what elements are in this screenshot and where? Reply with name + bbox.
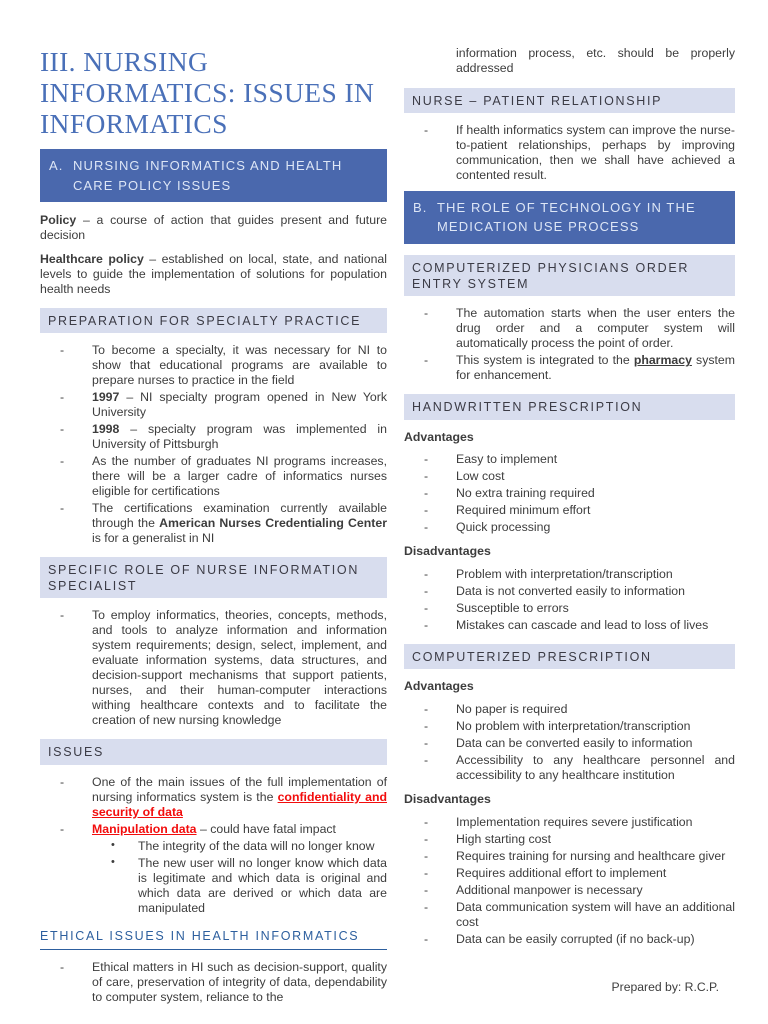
list-item (404, 452, 735, 467)
list-item (404, 601, 735, 616)
list-item-text (456, 736, 735, 751)
list-item (404, 123, 735, 183)
subsection-header: SPECIFIC ROLE OF NURSE INFORMATION SPECIALIST (40, 557, 387, 599)
text-run: Ethical matters in HI such as decision-support, quality of care, preservation of integrity of data, dependability to computer system, reliance to the (92, 959, 387, 1004)
list-item-text (456, 849, 735, 864)
list-item-text (456, 601, 735, 616)
list-label: Advantages (404, 429, 474, 444)
dash-bullet: - (424, 503, 429, 518)
text-run: is for a generalist in NI (92, 530, 215, 545)
paragraph (40, 213, 387, 243)
list-item-text (92, 960, 387, 1005)
dash-bullet: - (60, 774, 65, 789)
text-run: Quick processing (456, 520, 551, 535)
text-run: The integrity of the data will no longer know (138, 838, 375, 853)
text-run: – NI specialty program opened in New York University (92, 389, 387, 419)
list-item-text (92, 343, 387, 388)
list-item-text (456, 503, 735, 518)
text-run: The certifications examination currently available through the (92, 500, 387, 530)
dash-bullet: - (60, 500, 65, 515)
dash-bullet: - (424, 306, 429, 321)
underlined-term: pharmacy (633, 353, 692, 368)
continued-paragraph (404, 46, 735, 77)
list-item (404, 753, 735, 783)
list-item (404, 520, 735, 535)
dash-bullet: - (60, 959, 65, 974)
list-item (404, 900, 735, 930)
bullet-list (404, 306, 735, 383)
list-item-text (456, 900, 735, 930)
list-item-text (456, 815, 735, 830)
list-label: Disadvantages (404, 792, 491, 807)
list-item (404, 618, 735, 633)
text-run: Data can be easily corrupted (if no back-up) (456, 931, 695, 946)
text-run: This system is integrated to the (456, 353, 634, 368)
list-item (404, 306, 735, 351)
dot-bullet: • (111, 838, 115, 851)
list-item-text (92, 422, 387, 452)
list-item-text (456, 306, 735, 351)
section-banner-title: THE ROLE OF TECHNOLOGY IN THE MEDICATION USE PROCESS (437, 199, 696, 235)
list-item (40, 608, 387, 728)
sub-list-item-text (138, 856, 387, 916)
bullet-list (404, 815, 735, 947)
dash-bullet: - (424, 753, 429, 768)
dash-bullet: - (424, 601, 429, 616)
text-run: No paper is required (456, 702, 568, 717)
list-item (404, 469, 735, 484)
list-item-text (456, 567, 735, 582)
text-run: Requires additional effort to implement (456, 865, 667, 880)
text-run: – established on local, state, and national levels to guide the implementation of solutions for population health needs (40, 251, 387, 296)
text-run: Data can be converted easily to information (456, 736, 693, 751)
sub-list-item (40, 839, 387, 854)
dash-bullet: - (424, 848, 429, 863)
text-run: One of the main issues of the full implementation of nursing informatics system is the (92, 774, 387, 804)
list-item (40, 960, 387, 1005)
text-run: As the number of graduates NI programs increases, there will be a larger cadre of informatics nurses eligible for certifications (92, 453, 387, 498)
list-item (404, 503, 735, 518)
dash-bullet: - (60, 453, 65, 468)
dash-bullet: - (424, 814, 429, 829)
bullet-list (404, 702, 735, 783)
text-run: Implementation requires severe justification (456, 814, 693, 829)
list-item-text (456, 883, 735, 898)
right-column (404, 46, 735, 955)
text-run: Requires training for nursing and healthcare giver (456, 848, 726, 863)
text-run: Additional manpower is necessary (456, 882, 643, 897)
list-item-text (92, 501, 387, 546)
dash-bullet: - (60, 608, 65, 623)
list-item (404, 815, 735, 830)
list-item (40, 775, 387, 820)
list-item-text (456, 866, 735, 881)
text-run: The new user will no longer know which data is legitimate and which data is original and which data are derived or which data are manipulated (138, 855, 387, 915)
dash-bullet: - (424, 567, 429, 582)
red-emphasis-text: confidentiality and security of data (92, 789, 387, 819)
dash-bullet: - (424, 452, 429, 467)
dash-bullet: - (424, 469, 429, 484)
underlined-subsection-header: ETHICAL ISSUES IN HEALTH INFORMATICS (40, 929, 387, 950)
dash-bullet: - (424, 520, 429, 535)
red-emphasis-text: Manipulation data (92, 821, 197, 836)
section-letter: A. (49, 158, 64, 174)
list-item (404, 353, 735, 383)
subsection-header: NURSE – PATIENT RELATIONSHIP (404, 88, 735, 113)
list-item (404, 866, 735, 881)
dash-bullet: - (424, 584, 429, 599)
list-item-text (456, 520, 735, 535)
section-banner (40, 149, 387, 202)
dash-bullet: - (60, 821, 65, 836)
section-banner (404, 191, 735, 244)
list-item-text (456, 584, 735, 599)
bold-term: American Nurses Credentialing Center (159, 515, 387, 530)
text-run: – could have fatal impact (196, 821, 336, 836)
text-run: Data is not converted easily to information (456, 584, 685, 599)
subsection-header: ISSUES (40, 739, 387, 764)
document-title: III. NURSING INFORMATICS: ISSUES IN INFORMATICS (40, 46, 375, 140)
text-run: system for enhancement. (456, 353, 735, 383)
dot-bullet: • (111, 855, 115, 868)
list-item (404, 883, 735, 898)
text-run: – specialty program was implemented in University of Pittsburgh (92, 421, 387, 451)
dash-bullet: - (424, 618, 429, 633)
dash-bullet: - (424, 486, 429, 501)
list-item-text (456, 702, 735, 717)
bold-term: Healthcare policy (40, 251, 144, 266)
left-column (40, 46, 387, 1013)
text-run: If health informatics system can improve the nurse-to-patient relationships, perhaps by improving communication, then we shall have achieved a contented result. (456, 122, 735, 182)
text-run: The automation starts when the user enters the drug order and a computer system will automatically process the point of order. (456, 306, 735, 351)
prepared-by-footer: Prepared by: R.C.P. (611, 980, 719, 994)
list-item (404, 832, 735, 847)
list-item-text (456, 353, 735, 383)
list-item (40, 390, 387, 420)
list-item (404, 719, 735, 734)
dash-bullet: - (424, 865, 429, 880)
text-run: Mistakes can cascade and lead to loss of lives (456, 618, 709, 633)
bullet-list (40, 343, 387, 546)
subsection-header: COMPUTERIZED PRESCRIPTION (404, 644, 735, 669)
bullet-list (40, 608, 387, 728)
dash-bullet: - (424, 899, 429, 914)
dash-bullet: - (424, 702, 429, 717)
text-run: No problem with interpretation/transcription (456, 719, 691, 734)
bullet-list (40, 960, 387, 1005)
bullet-list (40, 775, 387, 916)
list-item (404, 702, 735, 717)
dash-bullet: - (424, 882, 429, 897)
list-item-text (456, 753, 735, 783)
bold-term: 1997 (92, 389, 120, 404)
text-run: Problem with interpretation/transcription (456, 567, 673, 582)
list-item (404, 736, 735, 751)
list-item (404, 932, 735, 947)
list-item (40, 454, 387, 499)
list-item-text (456, 123, 735, 183)
list-item (40, 822, 387, 837)
list-item (40, 343, 387, 388)
paragraph (40, 252, 387, 297)
list-item-text (456, 452, 735, 467)
list-item (404, 849, 735, 864)
text-run: Low cost (456, 469, 505, 484)
text-run: No extra training required (456, 486, 595, 501)
bold-term: 1998 (92, 421, 120, 436)
dash-bullet: - (424, 831, 429, 846)
dash-bullet: - (424, 122, 429, 137)
list-label: Disadvantages (404, 544, 491, 559)
list-item-text (92, 390, 387, 420)
text-run: information process, etc. should be properly addressed (456, 46, 735, 76)
text-run: Accessibility to any healthcare personnel and accessibility to any healthcare institution (456, 753, 735, 783)
section-letter: B. (413, 199, 428, 215)
list-item-text (92, 775, 387, 820)
bullet-list (404, 123, 735, 183)
list-label: Advantages (404, 679, 474, 694)
sub-list-item-text (138, 839, 387, 854)
dash-bullet: - (424, 736, 429, 751)
text-run: To employ informatics, theories, concepts, methods, and tools to analyze information and information system requirements; design, select, implement, and evaluate information systems, data structures, and decision-support mechanisms that support patients, nurses, and their human-computer interactions withing healthcare contexts and to facilitate the creation of new nursing knowledge (92, 608, 387, 728)
dash-bullet: - (424, 931, 429, 946)
list-item (404, 567, 735, 582)
dash-bullet: - (424, 719, 429, 734)
list-item-text (456, 719, 735, 734)
list-item-text (92, 454, 387, 499)
text-run: – a course of action that guides present and future decision (40, 213, 387, 243)
bold-term: Policy (40, 213, 77, 228)
list-item-text (456, 469, 735, 484)
list-item-text (456, 832, 735, 847)
sub-list-item (40, 856, 387, 916)
subsection-header: HANDWRITTEN PRESCRIPTION (404, 394, 735, 419)
text-run: Susceptible to errors (456, 601, 569, 616)
dash-bullet: - (424, 353, 429, 368)
list-item-text (456, 932, 735, 947)
section-banner-title: NURSING INFORMATICS AND HEALTH CARE POLICY ISSUES (73, 158, 343, 193)
dash-bullet: - (60, 421, 65, 436)
subsection-header: PREPARATION FOR SPECIALTY PRACTICE (40, 308, 387, 333)
subsection-header: COMPUTERIZED PHYSICIANS ORDER ENTRY SYSTEM (404, 255, 735, 297)
list-item (404, 486, 735, 501)
list-item-text (92, 822, 387, 837)
list-item (404, 584, 735, 599)
bullet-list (404, 567, 735, 633)
text-run: Easy to implement (456, 452, 558, 467)
list-item-text (92, 608, 387, 728)
text-run: Required minimum effort (456, 503, 591, 518)
list-item-text (456, 618, 735, 633)
text-run: High starting cost (456, 831, 552, 846)
dash-bullet: - (60, 389, 65, 404)
text-run: Data communication system will have an additional cost (456, 899, 735, 929)
bullet-list (404, 452, 735, 535)
list-item (40, 422, 387, 452)
text-run: To become a specialty, it was necessary for NI to show that educational programs are available to prepare nurses to practice in the field (92, 342, 387, 387)
dash-bullet: - (60, 342, 65, 357)
list-item-text (456, 486, 735, 501)
list-item (40, 501, 387, 546)
